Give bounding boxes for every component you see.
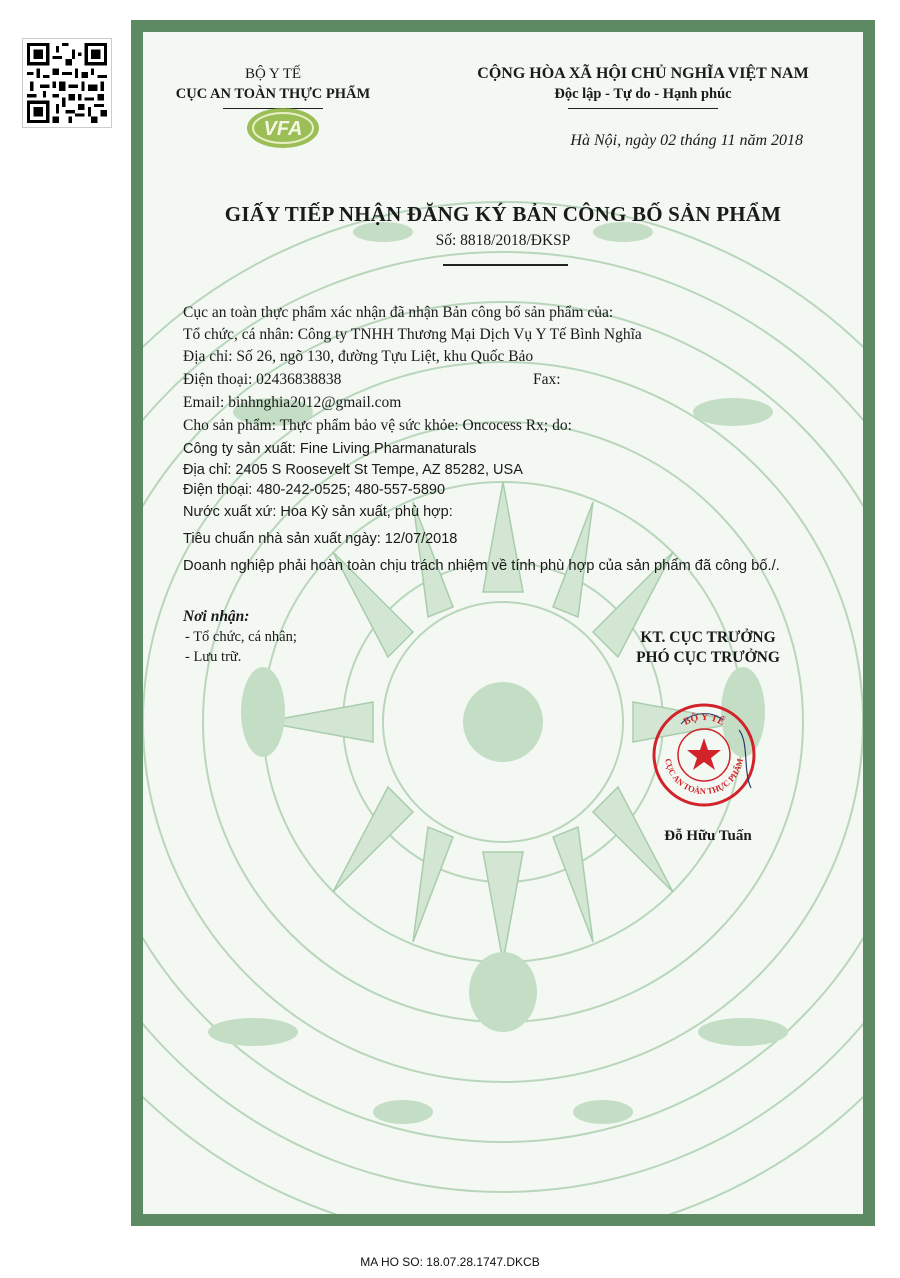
agency-name: CỤC AN TOÀN THỰC PHẨM: [175, 86, 371, 102]
manufacturer-address-line: Địa chỉ: 2405 S Roosevelt St Tempe, AZ 85282, USA: [183, 462, 523, 478]
document-title: GIẤY TIẾP NHẬN ĐĂNG KÝ BẢN CÔNG BỐ SẢN PHẨM: [224, 202, 782, 226]
svg-text:BỘ Y TẾ: [682, 710, 728, 728]
number-underline: [443, 264, 568, 266]
emblem-star-icon: [687, 738, 721, 770]
manufacturer-phone-line: Điện thoại: 480-242-0525; 480-557-5890: [183, 482, 446, 498]
recipients-title: Nơi nhận:: [183, 608, 250, 625]
ministry-name: BỘ Y TẾ: [244, 66, 302, 82]
signer-name: Đỗ Hữu Tuấn: [664, 828, 752, 844]
origin-line: Nước xuất xứ: Hoa Kỳ sản xuất, phù hợp:: [183, 504, 453, 520]
organization-line: Tổ chức, cá nhân: Công ty TNHH Thương Mại Dịch Vụ Y Tế Bình Nghĩa: [183, 326, 642, 343]
national-motto: Độc lập - Tự do - Hạnh phúc: [554, 86, 732, 102]
product-line: Cho sản phẩm: Thực phẩm bảo vệ sức khỏe: Oncocess Rx; do:: [183, 417, 572, 434]
stamp-top-text: BỘ Y TẾ: [681, 711, 727, 728]
email-line: Email: binhnghia2012@gmail.com: [183, 394, 402, 411]
signer-title-1: KT. CỤC TRƯỞNG: [640, 629, 776, 646]
official-stamp: [651, 702, 757, 808]
logo-text: VFA: [263, 118, 303, 140]
qr-code-icon: [27, 43, 107, 123]
country-name: CỘNG HÒA XÃ HỘI CHỦ NGHĨA VIỆT NAM: [477, 65, 809, 82]
country-header: [433, 64, 853, 104]
dossier-code: MA HO SO: 18.07.28.1747.DKCB: [360, 1255, 540, 1269]
standard-line: Tiêu chuẩn nhà sản xuất ngày: 12/07/2018: [183, 531, 458, 547]
stamp-bottom-text: CỤC AN TOÀN THỰC PHẨM: [663, 757, 745, 797]
document-number: Số: 8818/2018/ĐKSP: [435, 232, 571, 249]
phone-line: Điện thoại: 02436838838: [183, 371, 342, 388]
fax-line: Fax:: [533, 371, 561, 388]
recipient-item: - Lưu trữ.: [185, 649, 242, 665]
qr-code: [22, 38, 112, 128]
certificate-paper: [143, 32, 863, 1214]
svg-text:CỤC AN TOÀN THỰC PHẨM: [663, 757, 745, 796]
responsibility-line: Doanh nghiệp phải hoàn toàn chịu trách nhiệm về tính phù hợp của sản phẩm đã công bố./.: [183, 558, 780, 574]
ministry-header: [163, 64, 383, 104]
issue-date: Hà Nội, ngày 02 tháng 11 năm 2018: [570, 132, 803, 149]
certificate-frame: [131, 20, 875, 1226]
intro-line: Cục an toàn thực phẩm xác nhận đã nhận Bản công bố sản phẩm của:: [183, 304, 614, 321]
recipient-item: - Tổ chức, cá nhân;: [185, 629, 297, 645]
address-line: Địa chỉ: Số 26, ngõ 130, đường Tựu Liệt, khu Quốc Bảo: [183, 348, 534, 365]
manufacturer-line: Công ty sản xuất: Fine Living Pharmanaturals: [183, 441, 477, 457]
header-underline-right: [568, 108, 718, 109]
signer-title-2: PHÓ CỤC TRƯỞNG: [636, 649, 780, 666]
